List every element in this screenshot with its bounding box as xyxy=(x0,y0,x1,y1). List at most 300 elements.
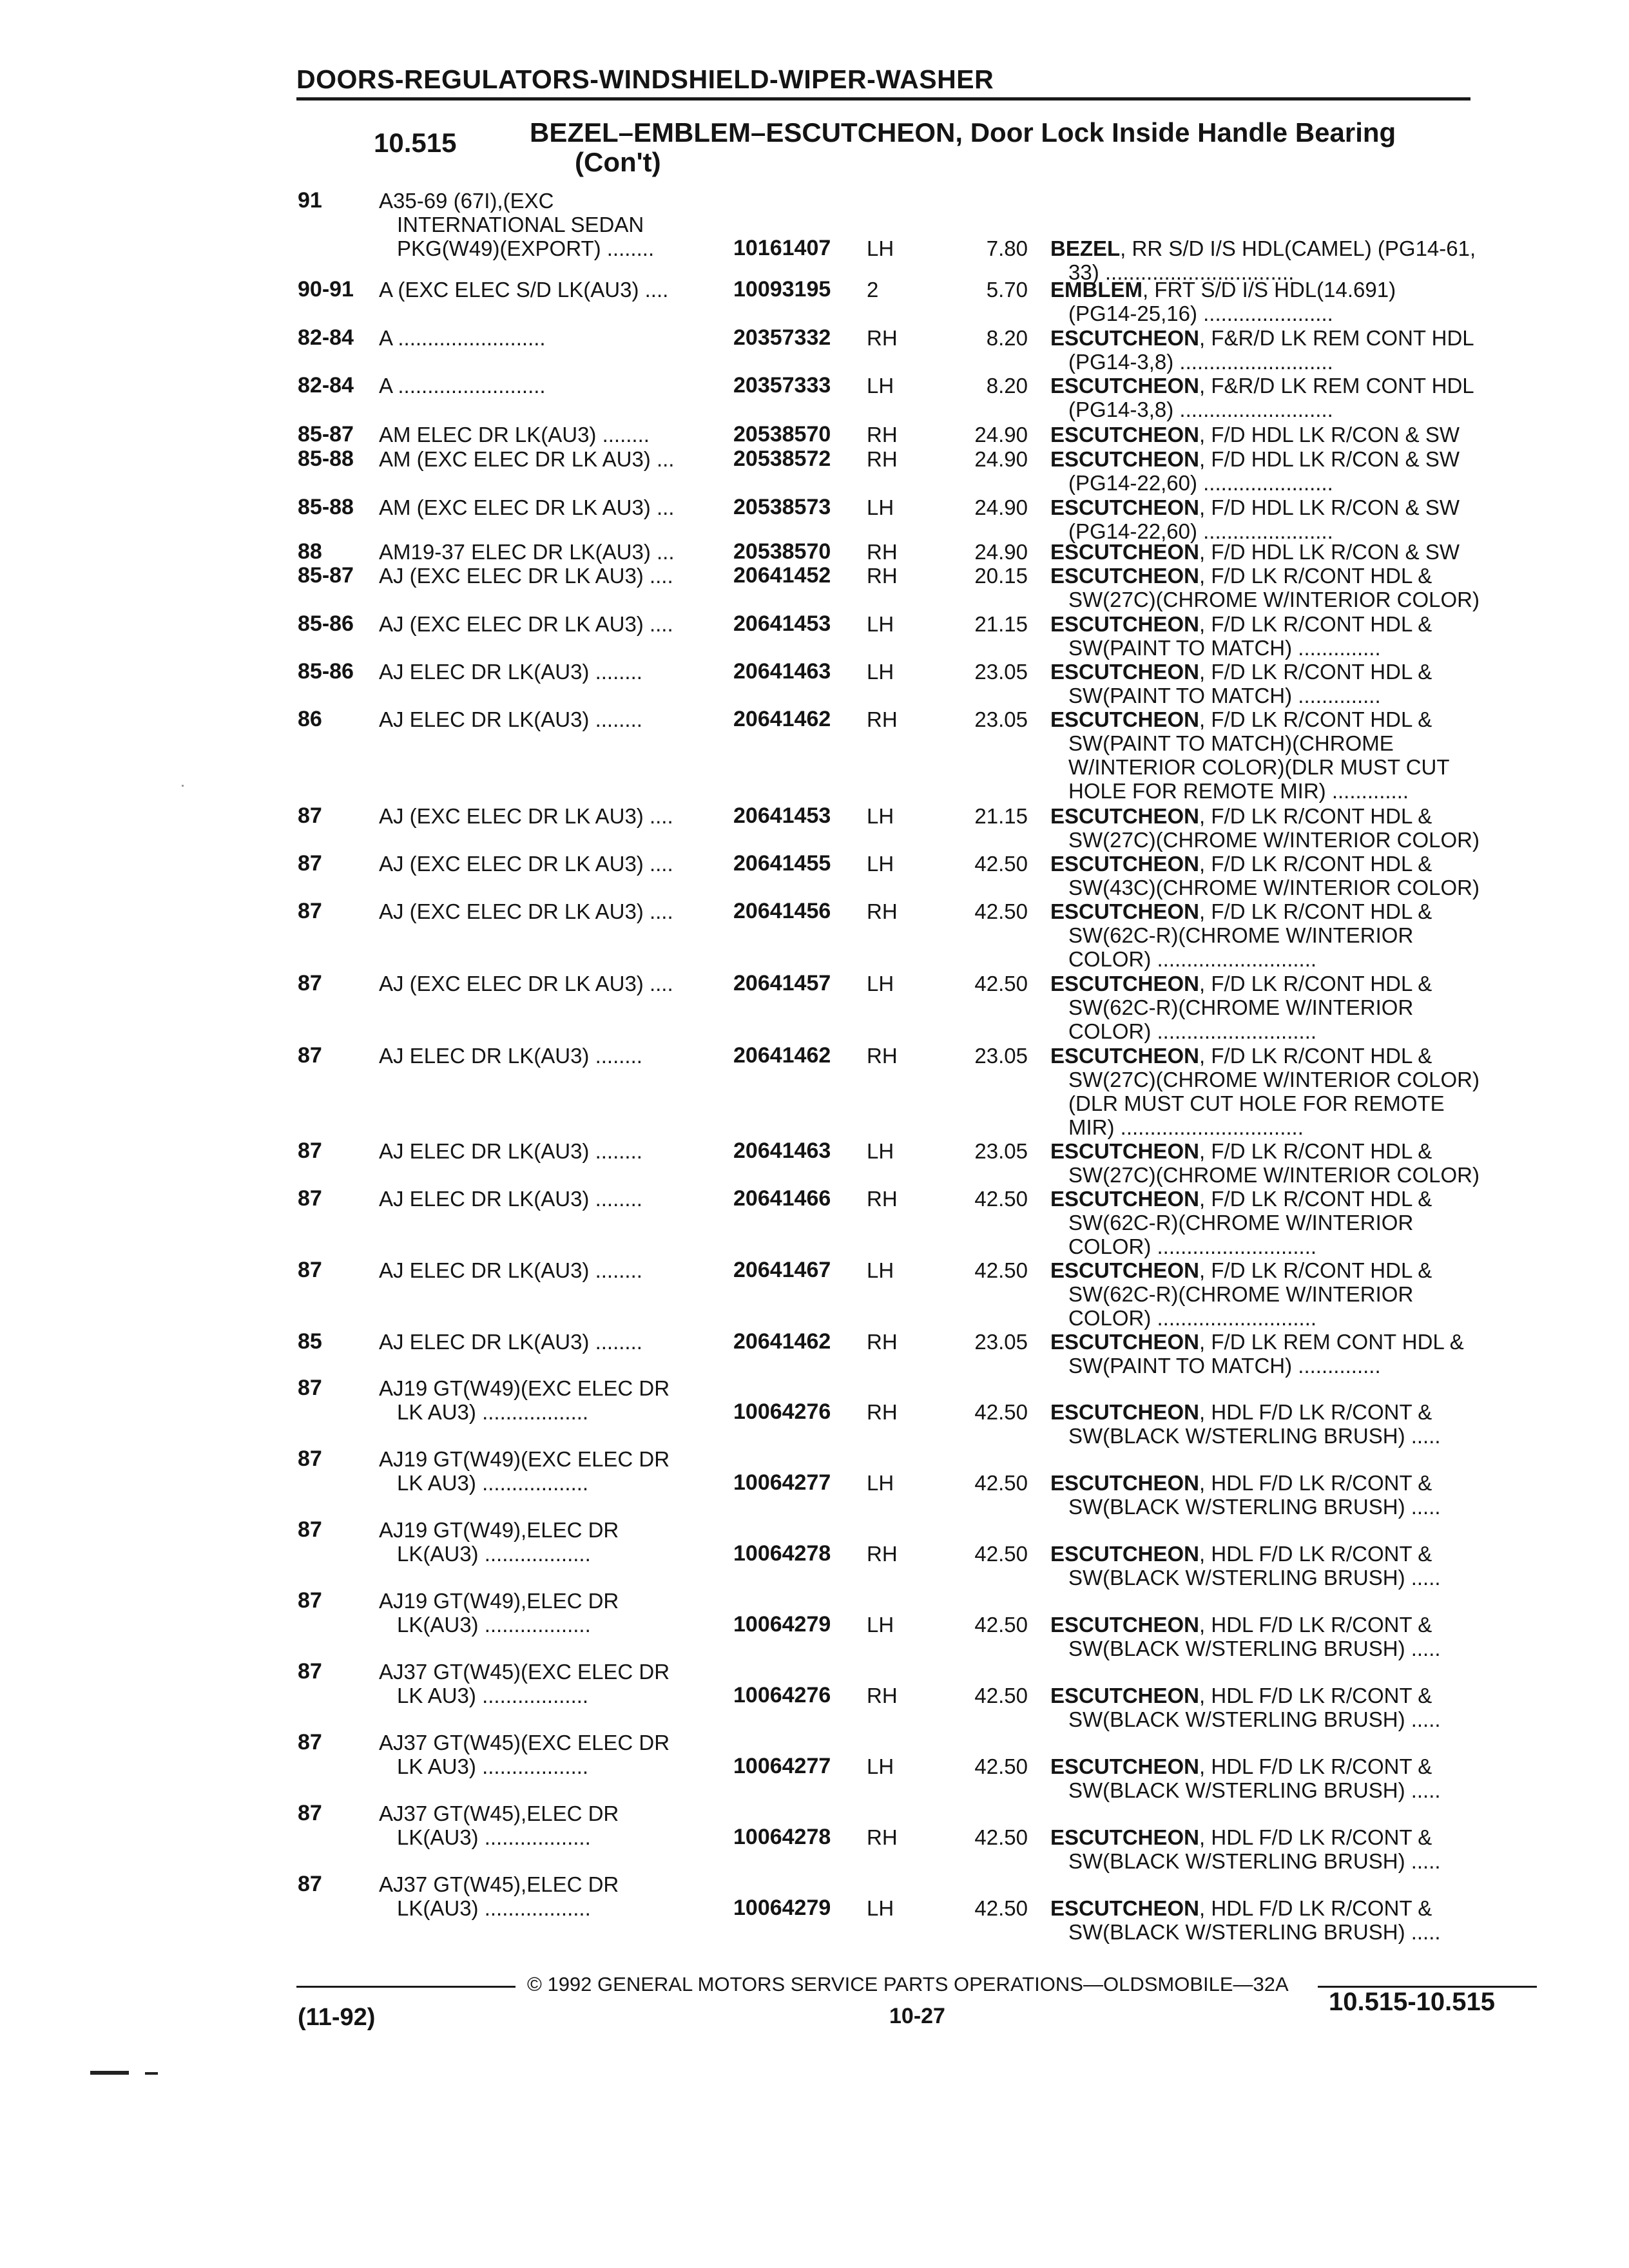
price: 24.90 xyxy=(974,423,1028,447)
application-line: AJ19 GT(W49),ELEC DR xyxy=(379,1589,619,1613)
part-name: ESCUTCHEON xyxy=(1050,1471,1200,1495)
application-description xyxy=(379,1139,737,1163)
model-year: 86 xyxy=(298,707,322,731)
quantity-side: 2 xyxy=(867,278,879,302)
part-description-line xyxy=(1050,278,1521,302)
part-description-line xyxy=(1050,804,1521,828)
part-description-line: SW(62C-R)(CHROME W/INTERIOR xyxy=(1068,995,1414,1019)
application-description xyxy=(379,660,737,684)
price: 42.50 xyxy=(974,1187,1028,1211)
part-name: ESCUTCHEON xyxy=(1050,1400,1200,1424)
model-year: 87 xyxy=(298,1446,322,1471)
model-year: 88 xyxy=(298,539,322,564)
part-description-line xyxy=(1050,1044,1521,1068)
part-description-text: , HDL F/D LK R/CONT & xyxy=(1199,1542,1432,1566)
part-number: 10064278 xyxy=(733,1541,831,1566)
model-year: 87 xyxy=(298,1801,322,1825)
part-description-line: SW(27C)(CHROME W/INTERIOR COLOR) xyxy=(1068,1068,1480,1091)
price: 24.90 xyxy=(974,540,1028,564)
application-description xyxy=(379,612,737,636)
part-description-text: , HDL F/D LK R/CONT & xyxy=(1199,1684,1432,1707)
application-description xyxy=(379,278,737,302)
part-name: ESCUTCHEON xyxy=(1050,540,1200,564)
quantity-side: RH xyxy=(867,1542,898,1566)
part-description-text: , F/D LK R/CONT HDL & xyxy=(1199,660,1432,684)
part-number: 10093195 xyxy=(733,277,831,302)
model-year: 91 xyxy=(298,188,322,213)
part-name: ESCUTCHEON xyxy=(1050,1613,1200,1637)
part-description-line: SW(BLACK W/STERLING BRUSH) ..... xyxy=(1068,1707,1441,1731)
price: 42.50 xyxy=(974,899,1028,923)
part-description xyxy=(1050,447,1521,495)
model-year: 85 xyxy=(298,1329,322,1354)
part-description-line: COLOR) ........................... xyxy=(1068,1019,1317,1043)
part-description xyxy=(1050,852,1521,899)
application-line: AJ19 GT(W49)(EXC ELEC DR xyxy=(379,1376,670,1400)
part-name: ESCUTCHEON xyxy=(1050,1258,1200,1282)
part-description-line: SW(62C-R)(CHROME W/INTERIOR xyxy=(1068,1211,1414,1235)
application-description xyxy=(379,972,737,995)
part-name: ESCUTCHEON xyxy=(1050,1754,1200,1778)
model-year: 87 xyxy=(298,1139,322,1163)
quantity-side: RH xyxy=(867,899,898,923)
price: 24.90 xyxy=(974,447,1028,471)
part-description xyxy=(1050,899,1521,971)
application-description xyxy=(379,1802,737,1849)
part-description xyxy=(1050,1896,1521,1944)
application-line: LK AU3) .................. xyxy=(397,1400,589,1424)
part-description-text: , F/D LK REM CONT HDL & xyxy=(1199,1330,1464,1354)
application-description xyxy=(379,1447,737,1495)
part-description-text: , F/D HDL LK R/CON & SW xyxy=(1199,495,1460,519)
application-description xyxy=(379,1330,737,1354)
part-description xyxy=(1050,1684,1521,1731)
application-line: AM (EXC ELEC DR LK AU3) ... xyxy=(379,495,675,519)
part-description xyxy=(1050,1754,1521,1802)
model-year: 87 xyxy=(298,1872,322,1896)
quantity-side: LH xyxy=(867,374,894,398)
part-description-line: (PG14-3,8) .......................... xyxy=(1068,398,1333,421)
footer-rule-left xyxy=(296,1986,516,1988)
part-description-line xyxy=(1050,660,1521,684)
part-description-text: , F/D LK R/CONT HDL & xyxy=(1199,804,1432,828)
part-description-line xyxy=(1050,612,1521,636)
part-number: 20538572 xyxy=(733,447,831,471)
application-description xyxy=(379,1044,737,1068)
part-description xyxy=(1050,1400,1521,1448)
model-year: 85-86 xyxy=(298,611,354,636)
part-description-line xyxy=(1050,1825,1521,1849)
application-line: A ......................... xyxy=(379,326,546,350)
part-number: 20641452 xyxy=(733,563,831,588)
part-description xyxy=(1050,1187,1521,1258)
price: 42.50 xyxy=(974,1684,1028,1707)
model-year: 87 xyxy=(298,1730,322,1754)
application-line: AJ (EXC ELEC DR LK AU3) .... xyxy=(379,612,673,636)
part-name: ESCUTCHEON xyxy=(1050,1330,1200,1354)
part-description-text: , F/D LK R/CONT HDL & xyxy=(1199,564,1432,588)
part-description-line xyxy=(1050,495,1521,519)
application-line: AJ (EXC ELEC DR LK AU3) .... xyxy=(379,564,673,588)
part-description-text: , F/D LK R/CONT HDL & xyxy=(1199,899,1432,923)
part-number: 10161407 xyxy=(733,236,831,260)
model-year: 85-88 xyxy=(298,495,354,519)
part-description-line xyxy=(1050,972,1521,995)
part-description-line xyxy=(1050,1896,1521,1920)
model-year: 85-86 xyxy=(298,659,354,684)
part-description-line: (PG14-25,16) ...................... xyxy=(1068,302,1333,325)
price: 42.50 xyxy=(974,1471,1028,1495)
part-description xyxy=(1050,278,1521,325)
part-name: ESCUTCHEON xyxy=(1050,495,1200,519)
application-line: AJ (EXC ELEC DR LK AU3) .... xyxy=(379,804,673,828)
price: 23.05 xyxy=(974,1044,1028,1068)
part-name: BEZEL xyxy=(1050,236,1121,260)
application-line: LK(AU3) .................. xyxy=(397,1896,591,1920)
application-line: AJ19 GT(W49),ELEC DR xyxy=(379,1518,619,1542)
price: 21.15 xyxy=(974,804,1028,828)
part-name: ESCUTCHEON xyxy=(1050,804,1200,828)
quantity-side: LH xyxy=(867,804,894,828)
part-description-line: SW(43C)(CHROME W/INTERIOR COLOR) xyxy=(1068,876,1480,899)
part-description-line: COLOR) ........................... xyxy=(1068,1235,1317,1258)
part-description-line: (PG14-22,60) ...................... xyxy=(1068,471,1333,495)
scan-artifact-mark xyxy=(145,2072,158,2075)
quantity-side: RH xyxy=(867,423,898,447)
application-line: A ......................... xyxy=(379,374,546,398)
application-description xyxy=(379,804,737,828)
part-name: ESCUTCHEON xyxy=(1050,1139,1200,1163)
part-description xyxy=(1050,1471,1521,1519)
model-year: 87 xyxy=(298,1517,322,1542)
application-line: AM ELEC DR LK(AU3) ........ xyxy=(379,423,650,447)
part-description-line: SW(BLACK W/STERLING BRUSH) ..... xyxy=(1068,1424,1441,1448)
part-description-line: HOLE FOR REMOTE MIR) ............. xyxy=(1068,779,1409,803)
price: 42.50 xyxy=(974,852,1028,876)
model-year: 82-84 xyxy=(298,325,354,350)
application-line: AJ37 GT(W45),ELEC DR xyxy=(379,1872,619,1896)
application-line: AJ ELEC DR LK(AU3) ........ xyxy=(379,1330,642,1354)
page-header-title: DOORS-REGULATORS-WINDSHIELD-WIPER-WASHER xyxy=(296,64,994,94)
section-title-line1: BEZEL–EMBLEM–ESCUTCHEON, Door Lock Inside Handle Bearing xyxy=(530,117,1396,148)
part-description-text: , F/D LK R/CONT HDL & xyxy=(1199,707,1432,731)
part-description-line xyxy=(1050,564,1521,588)
price: 23.05 xyxy=(974,1330,1028,1354)
part-description-text: , F/D HDL LK R/CON & SW xyxy=(1199,423,1460,447)
part-number: 20357332 xyxy=(733,325,831,350)
application-line: LK(AU3) .................. xyxy=(397,1542,591,1566)
part-number: 10064279 xyxy=(733,1612,831,1637)
part-description xyxy=(1050,374,1521,421)
scan-artifact-dot xyxy=(182,785,184,787)
price: 42.50 xyxy=(974,1613,1028,1637)
application-line: LK AU3) .................. xyxy=(397,1754,589,1778)
part-description-text: , F&R/D LK REM CONT HDL xyxy=(1199,326,1474,350)
quantity-side: LH xyxy=(867,1754,894,1778)
part-description-text: , F/D LK R/CONT HDL & xyxy=(1199,852,1432,876)
part-description-line: SW(62C-R)(CHROME W/INTERIOR xyxy=(1068,923,1414,947)
quantity-side: RH xyxy=(867,1684,898,1707)
part-description-line: (PG14-3,8) .......................... xyxy=(1068,350,1333,374)
part-name: ESCUTCHEON xyxy=(1050,852,1200,876)
part-number: 20641456 xyxy=(733,899,831,923)
part-description-text: , HDL F/D LK R/CONT & xyxy=(1199,1400,1432,1424)
part-number: 20641463 xyxy=(733,1139,831,1163)
price: 20.15 xyxy=(974,564,1028,588)
part-description-line: SW(27C)(CHROME W/INTERIOR COLOR) xyxy=(1068,1163,1480,1187)
application-line: AJ ELEC DR LK(AU3) ........ xyxy=(379,1258,642,1282)
price: 42.50 xyxy=(974,1542,1028,1566)
part-description xyxy=(1050,495,1521,543)
part-description-line: SW(BLACK W/STERLING BRUSH) ..... xyxy=(1068,1566,1441,1590)
quantity-side: LH xyxy=(867,1471,894,1495)
model-year: 90-91 xyxy=(298,277,354,302)
part-description-line xyxy=(1050,1139,1521,1163)
part-description-line xyxy=(1050,1542,1521,1566)
part-description xyxy=(1050,660,1521,707)
quantity-side: RH xyxy=(867,1400,898,1424)
part-name: ESCUTCHEON xyxy=(1050,564,1200,588)
application-line: AJ37 GT(W45),ELEC DR xyxy=(379,1802,619,1825)
application-description xyxy=(379,1872,737,1920)
application-description xyxy=(379,852,737,876)
price: 23.05 xyxy=(974,707,1028,731)
part-description-line xyxy=(1050,707,1521,731)
quantity-side: RH xyxy=(867,1330,898,1354)
part-name: ESCUTCHEON xyxy=(1050,899,1200,923)
footer-section-range: 10.515-10.515 xyxy=(1329,1988,1496,2016)
application-line: AJ19 GT(W49)(EXC ELEC DR xyxy=(379,1447,670,1471)
model-year: 82-84 xyxy=(298,373,354,398)
part-description-line: MIR) ............................... xyxy=(1068,1115,1304,1139)
quantity-side: RH xyxy=(867,447,898,471)
scan-artifact-mark xyxy=(90,2071,129,2075)
quantity-side: LH xyxy=(867,612,894,636)
part-description xyxy=(1050,1330,1521,1378)
application-description xyxy=(379,564,737,588)
part-description-text: , F/D LK R/CONT HDL & xyxy=(1199,1187,1432,1211)
application-line: INTERNATIONAL SEDAN xyxy=(397,213,644,236)
application-line: LK AU3) .................. xyxy=(397,1684,589,1707)
quantity-side: LH xyxy=(867,852,894,876)
application-description xyxy=(379,495,737,519)
part-number: 10064279 xyxy=(733,1896,831,1920)
part-number: 20357333 xyxy=(733,373,831,398)
part-description-line xyxy=(1050,852,1521,876)
part-number: 20641455 xyxy=(733,851,831,876)
part-description-text: , HDL F/D LK R/CONT & xyxy=(1199,1613,1432,1637)
part-number: 20641453 xyxy=(733,803,831,828)
part-description-line xyxy=(1050,1330,1521,1354)
price: 21.15 xyxy=(974,612,1028,636)
part-description-line: SW(27C)(CHROME W/INTERIOR COLOR) xyxy=(1068,828,1480,852)
section-title-line2: (Con't) xyxy=(575,147,661,177)
part-description xyxy=(1050,1825,1521,1873)
application-description xyxy=(379,899,737,923)
part-description-text: , HDL F/D LK R/CONT & xyxy=(1199,1896,1432,1920)
quantity-side: LH xyxy=(867,1613,894,1637)
model-year: 85-87 xyxy=(298,422,354,447)
application-line: AJ (EXC ELEC DR LK AU3) .... xyxy=(379,972,673,995)
part-description-line: (DLR MUST CUT HOLE FOR REMOTE xyxy=(1068,1091,1445,1115)
application-description xyxy=(379,1660,737,1707)
footer-page-number: 10-27 xyxy=(889,2004,945,2028)
quantity-side: LH xyxy=(867,660,894,684)
application-line: AM19-37 ELEC DR LK(AU3) ... xyxy=(379,540,675,564)
part-number: 10064276 xyxy=(733,1399,831,1424)
price: 42.50 xyxy=(974,1896,1028,1920)
part-name: ESCUTCHEON xyxy=(1050,707,1200,731)
part-description-text: , RR S/D I/S HDL(CAMEL) (PG14-61, xyxy=(1120,236,1476,260)
part-number: 10064278 xyxy=(733,1825,831,1849)
quantity-side: RH xyxy=(867,326,898,350)
part-description xyxy=(1050,707,1521,803)
quantity-side: RH xyxy=(867,540,898,564)
part-description-line: SW(BLACK W/STERLING BRUSH) ..... xyxy=(1068,1849,1441,1873)
part-description-line xyxy=(1050,1613,1521,1637)
application-description xyxy=(379,189,737,260)
part-number: 20538570 xyxy=(733,539,831,564)
part-description-line xyxy=(1050,236,1521,260)
part-description xyxy=(1050,612,1521,660)
part-description-text: , F/D LK R/CONT HDL & xyxy=(1199,612,1432,636)
part-description-text: , F/D LK R/CONT HDL & xyxy=(1199,1139,1432,1163)
quantity-side: LH xyxy=(867,1258,894,1282)
application-line: AJ ELEC DR LK(AU3) ........ xyxy=(379,1139,642,1163)
price: 7.80 xyxy=(986,236,1028,260)
part-description xyxy=(1050,423,1521,447)
part-number: 20641457 xyxy=(733,971,831,995)
part-description-line: SW(BLACK W/STERLING BRUSH) ..... xyxy=(1068,1495,1441,1519)
model-year: 87 xyxy=(298,899,322,923)
part-description-line: SW(27C)(CHROME W/INTERIOR COLOR) xyxy=(1068,588,1480,611)
application-line: AJ37 GT(W45)(EXC ELEC DR xyxy=(379,1660,670,1684)
part-description-line xyxy=(1050,1400,1521,1424)
part-description-line: SW(PAINT TO MATCH) .............. xyxy=(1068,1354,1381,1378)
application-line: AJ37 GT(W45)(EXC ELEC DR xyxy=(379,1731,670,1754)
price: 23.05 xyxy=(974,660,1028,684)
part-description xyxy=(1050,1542,1521,1590)
price: 8.20 xyxy=(986,374,1028,398)
application-description xyxy=(379,1376,737,1424)
application-line: AJ ELEC DR LK(AU3) ........ xyxy=(379,660,642,684)
part-description xyxy=(1050,540,1521,564)
application-line: LK(AU3) .................. xyxy=(397,1825,591,1849)
part-number: 10064277 xyxy=(733,1470,831,1495)
application-line: LK(AU3) .................. xyxy=(397,1613,591,1637)
quantity-side: RH xyxy=(867,1825,898,1849)
part-number: 20641467 xyxy=(733,1258,831,1282)
part-number: 20538570 xyxy=(733,422,831,447)
part-description-line xyxy=(1050,1684,1521,1707)
model-year: 87 xyxy=(298,1588,322,1613)
footer-copyright: © 1992 GENERAL MOTORS SERVICE PARTS OPERATIONS—OLDSMOBILE—32A xyxy=(527,1973,1289,1995)
part-description-line xyxy=(1050,1754,1521,1778)
application-description xyxy=(379,447,737,471)
price: 23.05 xyxy=(974,1139,1028,1163)
price: 42.50 xyxy=(974,1825,1028,1849)
application-line: AM (EXC ELEC DR LK AU3) ... xyxy=(379,447,675,471)
part-name: ESCUTCHEON xyxy=(1050,660,1200,684)
price: 5.70 xyxy=(986,278,1028,302)
part-description-line: (PG14-22,60) ...................... xyxy=(1068,519,1333,543)
model-year: 87 xyxy=(298,971,322,995)
part-name: ESCUTCHEON xyxy=(1050,326,1200,350)
model-year: 87 xyxy=(298,1258,322,1282)
part-name: ESCUTCHEON xyxy=(1050,1684,1200,1707)
part-description-line xyxy=(1050,1471,1521,1495)
part-description xyxy=(1050,1613,1521,1660)
application-description xyxy=(379,1518,737,1566)
part-name: ESCUTCHEON xyxy=(1050,1896,1200,1920)
part-description xyxy=(1050,326,1521,374)
part-number: 20641463 xyxy=(733,659,831,684)
footer-date: (11-92) xyxy=(298,2004,376,2031)
part-number: 20641466 xyxy=(733,1186,831,1211)
part-description-text: , HDL F/D LK R/CONT & xyxy=(1199,1754,1432,1778)
price: 8.20 xyxy=(986,326,1028,350)
price: 24.90 xyxy=(974,495,1028,519)
quantity-side: LH xyxy=(867,495,894,519)
application-line: A (EXC ELEC S/D LK(AU3) .... xyxy=(379,278,669,302)
part-name: ESCUTCHEON xyxy=(1050,1542,1200,1566)
part-number: 10064276 xyxy=(733,1683,831,1707)
part-number: 20641462 xyxy=(733,1329,831,1354)
part-description-line: W/INTERIOR COLOR)(DLR MUST CUT xyxy=(1068,755,1450,779)
part-description-line xyxy=(1050,374,1521,398)
part-name: ESCUTCHEON xyxy=(1050,1825,1200,1849)
part-description-text: , F&R/D LK REM CONT HDL xyxy=(1199,374,1474,398)
part-description-line xyxy=(1050,540,1521,564)
part-number: 20538573 xyxy=(733,495,831,519)
part-description-line: SW(PAINT TO MATCH)(CHROME xyxy=(1068,731,1394,755)
part-description xyxy=(1050,1044,1521,1139)
quantity-side: RH xyxy=(867,1044,898,1068)
application-line: AJ ELEC DR LK(AU3) ........ xyxy=(379,707,642,731)
application-line: AJ (EXC ELEC DR LK AU3) .... xyxy=(379,899,673,923)
part-description-line: COLOR) ........................... xyxy=(1068,947,1317,971)
part-name: EMBLEM xyxy=(1050,278,1142,302)
model-year: 85-88 xyxy=(298,447,354,471)
part-description-line xyxy=(1050,326,1521,350)
part-description-line: SW(62C-R)(CHROME W/INTERIOR xyxy=(1068,1282,1414,1306)
part-description xyxy=(1050,804,1521,852)
part-description-line xyxy=(1050,1187,1521,1211)
header-rule xyxy=(296,97,1470,101)
part-description-text: , HDL F/D LK R/CONT & xyxy=(1199,1471,1432,1495)
part-description-line: COLOR) ........................... xyxy=(1068,1306,1317,1330)
part-number: 20641462 xyxy=(733,1043,831,1068)
model-year: 87 xyxy=(298,1186,322,1211)
part-number: 20641453 xyxy=(733,611,831,636)
part-number: 20641462 xyxy=(733,707,831,731)
application-line: AJ (EXC ELEC DR LK AU3) .... xyxy=(379,852,673,876)
application-description xyxy=(379,540,737,564)
model-year: 87 xyxy=(298,1376,322,1400)
price: 42.50 xyxy=(974,1400,1028,1424)
part-description-line xyxy=(1050,1258,1521,1282)
part-description-line: SW(BLACK W/STERLING BRUSH) ..... xyxy=(1068,1920,1441,1944)
part-description xyxy=(1050,1258,1521,1330)
price: 42.50 xyxy=(974,972,1028,995)
section-title xyxy=(530,118,1470,177)
application-description xyxy=(379,1258,737,1282)
application-line: PKG(W49)(EXPORT) ........ xyxy=(397,236,655,260)
part-name: ESCUTCHEON xyxy=(1050,447,1200,471)
part-name: ESCUTCHEON xyxy=(1050,1187,1200,1211)
part-description-line xyxy=(1050,899,1521,923)
part-description-text: , FRT S/D I/S HDL(14.691) xyxy=(1142,278,1396,302)
